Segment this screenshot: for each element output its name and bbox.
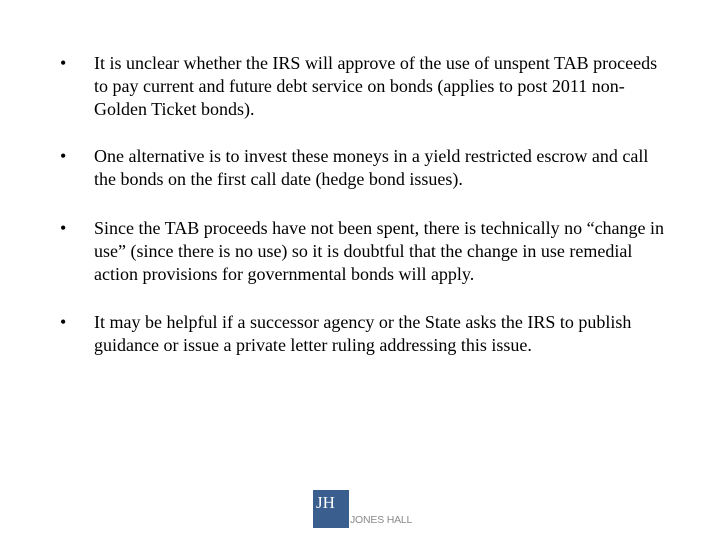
bullet-text: It is unclear whether the IRS will approve of the use of unspent TAB proceeds to pay current and future debt service on bonds (applies to post 2011 non-Golden Ticket bonds).	[94, 53, 658, 119]
bullet-icon: •	[60, 218, 67, 238]
bullet-icon: •	[60, 146, 67, 166]
logo-name: JONES HALL	[350, 514, 413, 526]
bullet-item	[60, 311, 670, 357]
bullet-item	[60, 145, 670, 191]
bullet-item	[60, 52, 670, 121]
logo-monogram: JH	[313, 490, 349, 528]
bullet-item	[60, 217, 670, 286]
bullet-icon: •	[60, 312, 67, 332]
bullet-text: It may be helpful if a successor agency or the State asks the IRS to publish guidance or issue a private letter ruling addressing this issue.	[94, 312, 632, 355]
bullet-list	[60, 52, 670, 381]
bullet-text: One alternative is to invest these moneys in a yield restricted escrow and call the bonds on the first call date (hedge bond issues).	[94, 146, 649, 189]
jones-hall-logo	[313, 490, 423, 530]
bullet-icon: •	[60, 53, 67, 73]
bullet-text: Since the TAB proceeds have not been spent, there is technically no “change in use” (since there is no use) so it is doubtful that the change in use remedial action provisions for governmental bonds will apply.	[94, 218, 665, 284]
